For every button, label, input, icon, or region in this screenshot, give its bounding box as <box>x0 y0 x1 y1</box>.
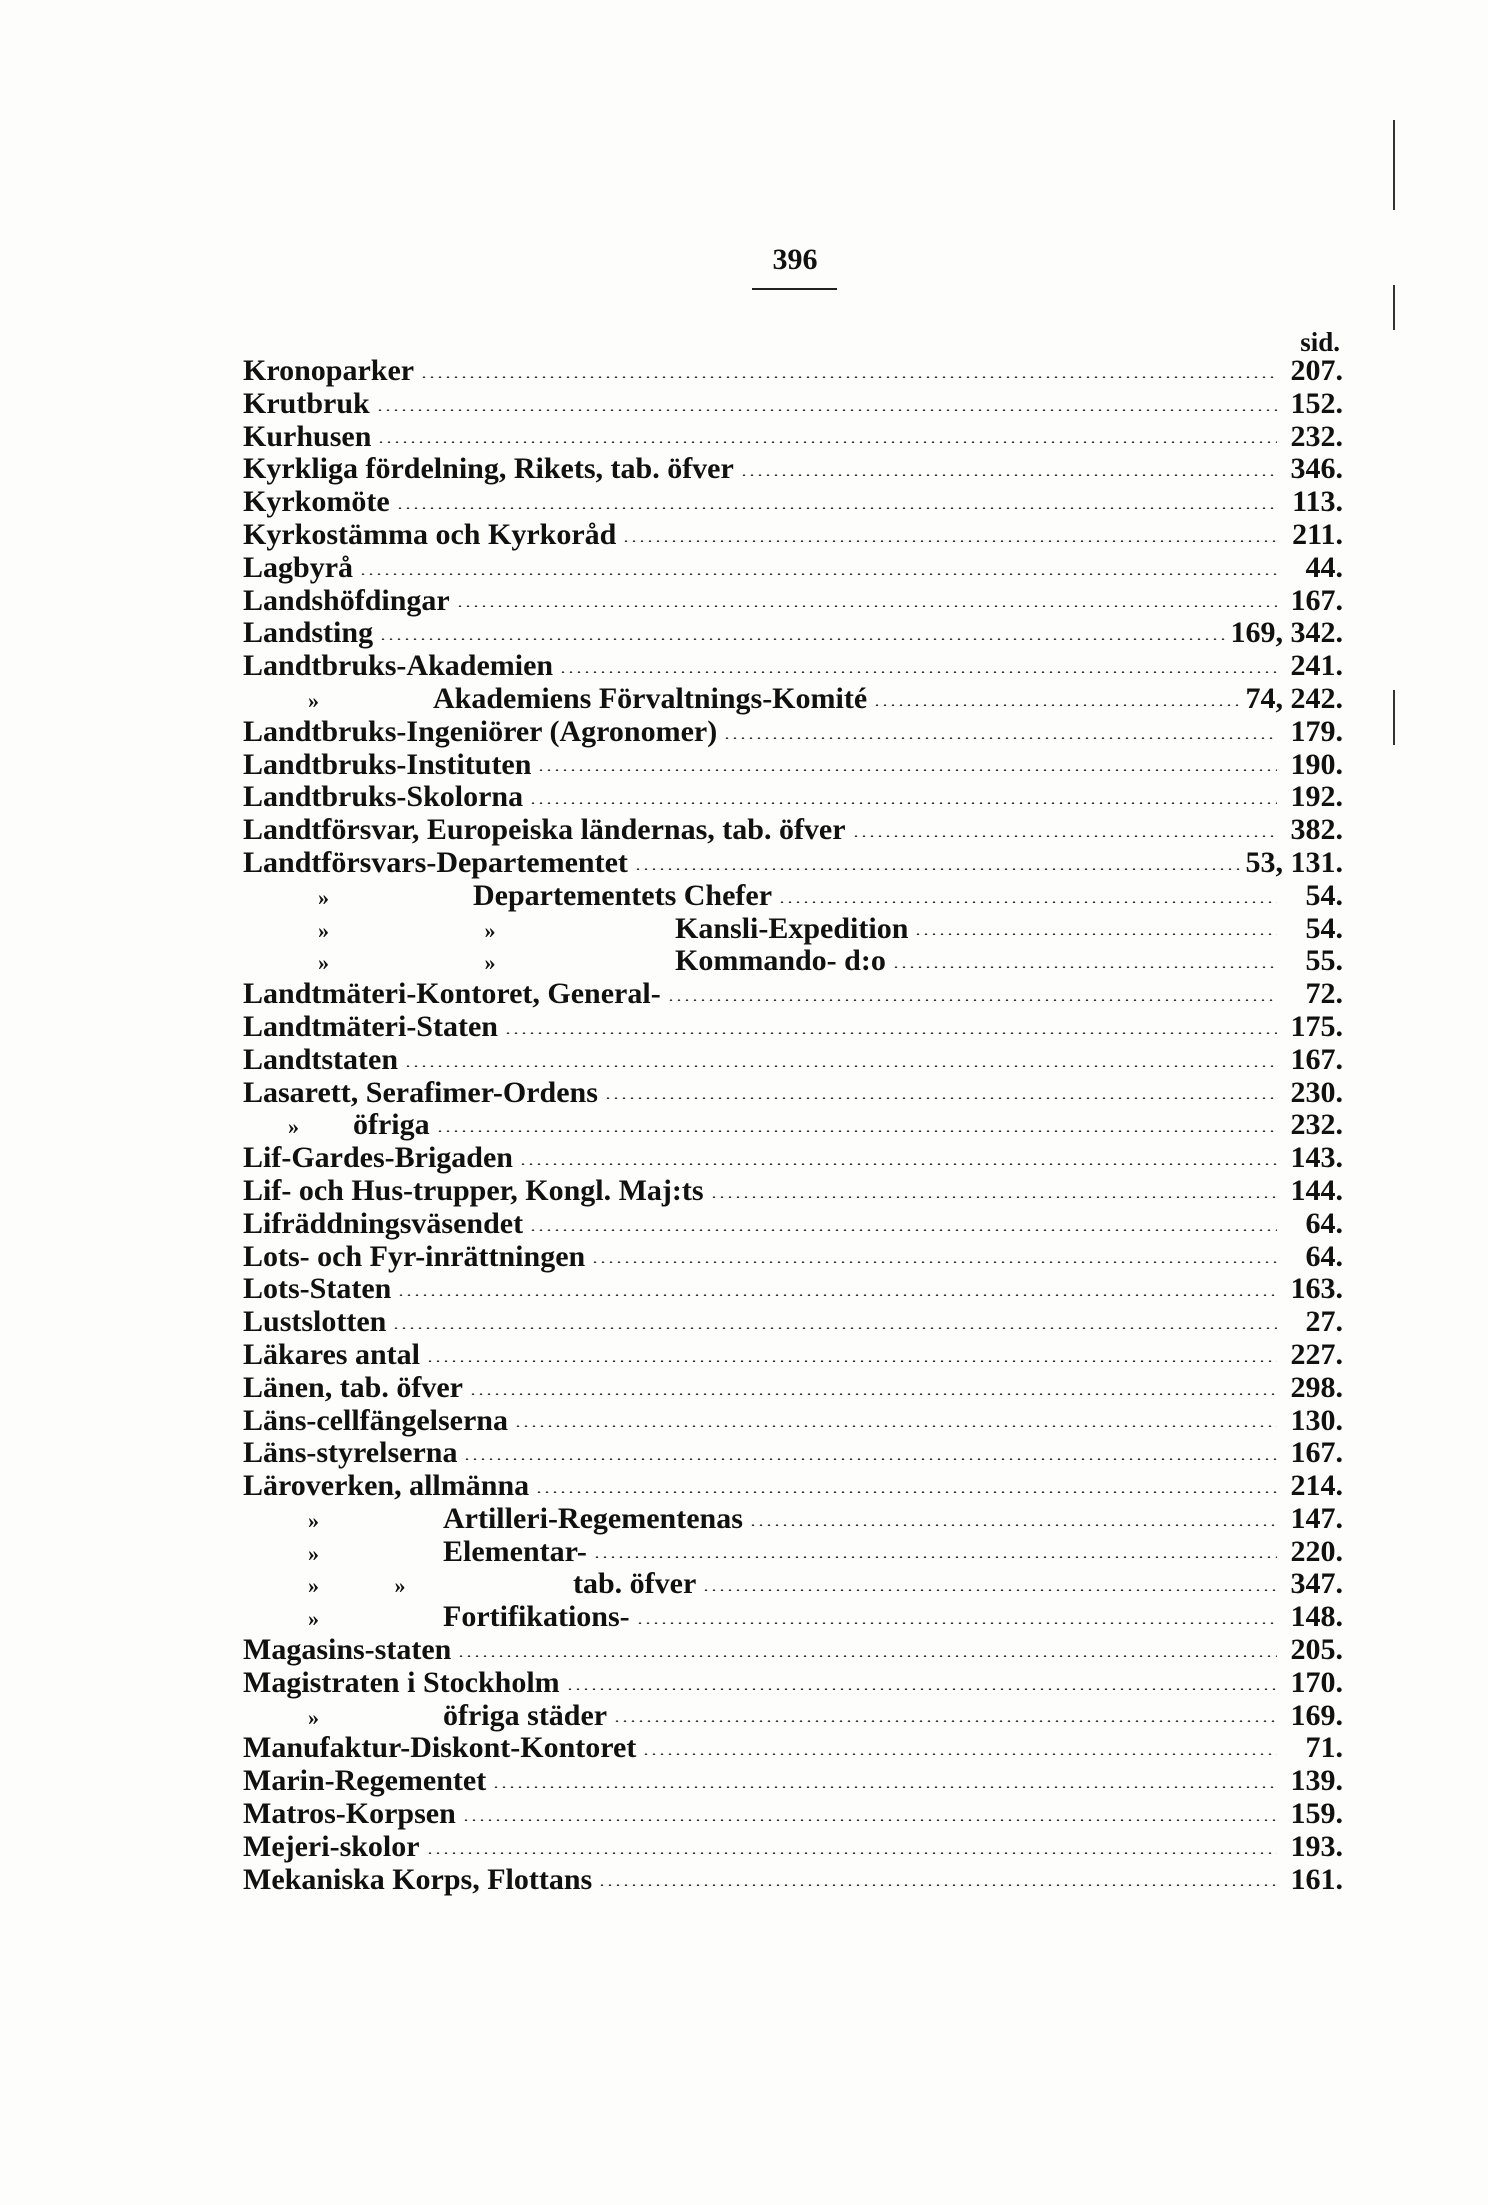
dot-leader <box>535 1491 1277 1493</box>
dot-leader <box>462 1819 1277 1821</box>
dot-leader <box>396 507 1277 509</box>
entry-page-ref: 190. <box>1290 747 1343 781</box>
dot-leader <box>379 638 1224 640</box>
entry-label: Lif- och Hus-trupper, Kongl. Maj:ts <box>243 1173 704 1207</box>
index-entry <box>243 519 1343 552</box>
entry-page-ref: 53, 131. <box>1245 845 1343 879</box>
ditto-mark: » <box>308 1507 319 1533</box>
dot-leader <box>636 1622 1277 1624</box>
entry-label: Landtförsvars-Departementet <box>243 845 628 879</box>
index-entry <box>243 1568 1343 1601</box>
index-entry <box>243 1667 1343 1700</box>
entry-label: Artilleri-Regementenas <box>443 1501 743 1535</box>
page-number: 396 <box>772 243 818 276</box>
index-entry <box>243 1536 1343 1569</box>
index-entry <box>243 650 1343 683</box>
index-entry <box>243 1765 1343 1798</box>
index-entry <box>243 781 1343 814</box>
entry-page-ref: 167. <box>1290 583 1343 617</box>
index-entry <box>243 1208 1343 1241</box>
entry-label: Kansli-Expedition <box>675 911 909 945</box>
entry-label: Lots-Staten <box>243 1272 392 1306</box>
entry-label: Läroverken, allmänna <box>243 1469 530 1503</box>
entry-label: Landsting <box>243 616 374 650</box>
entry-page-ref: 71. <box>1305 1731 1343 1765</box>
entry-label: Landtmäteri-Kontoret, General- <box>243 977 661 1011</box>
dot-leader <box>376 409 1277 411</box>
entry-label: Manufaktur-Diskont-Kontoret <box>243 1731 637 1765</box>
entry-label: Fortifikations- <box>443 1600 630 1634</box>
margin-line-mid <box>1393 285 1395 330</box>
dot-leader <box>710 1196 1277 1198</box>
index-entry <box>243 1732 1343 1765</box>
index-entry <box>243 1339 1343 1372</box>
dot-leader <box>593 1556 1277 1558</box>
index-entry <box>243 1634 1343 1667</box>
index-entry <box>243 388 1343 421</box>
dot-leader <box>504 1032 1277 1034</box>
entry-page-ref: 54. <box>1305 911 1343 945</box>
index-entry <box>243 617 1343 650</box>
dot-leader <box>667 999 1277 1001</box>
entry-label: Lifräddningsväsendet <box>243 1206 524 1240</box>
index-list <box>243 355 1343 1896</box>
entry-page-ref: 54. <box>1305 878 1343 912</box>
entry-label: Mejeri-skolor <box>243 1829 420 1863</box>
entry-page-ref: 193. <box>1290 1829 1343 1863</box>
index-entry <box>243 1306 1343 1339</box>
entry-label: Lustslotten <box>243 1305 387 1339</box>
index-entry <box>243 1175 1343 1208</box>
entry-page-ref: 144. <box>1290 1173 1343 1207</box>
entry-label: Mekaniska Korps, Flottans <box>243 1862 593 1896</box>
dot-leader <box>598 1884 1277 1886</box>
dot-leader <box>642 1753 1277 1755</box>
entry-label: Matros-Korpsen <box>243 1797 456 1831</box>
dot-leader <box>514 1425 1277 1427</box>
entry-label: Landtmäteri-Staten <box>243 1009 498 1043</box>
entry-label: Läns-cellfängelserna <box>243 1403 508 1437</box>
entry-page-ref: 147. <box>1290 1501 1343 1535</box>
dot-leader <box>740 474 1277 476</box>
entry-label: Länen, tab. öfver <box>243 1370 463 1404</box>
entry-label: Landshöfdingar <box>243 583 450 617</box>
dot-leader <box>456 605 1277 607</box>
entry-page-ref: 64. <box>1305 1239 1343 1273</box>
index-entry <box>243 749 1343 782</box>
entry-label: Kommando- d:o <box>675 944 886 978</box>
dot-leader <box>359 573 1277 575</box>
entry-label: Landtbruks-Instituten <box>243 747 532 781</box>
index-entry <box>243 847 1343 880</box>
entry-label: Landtbruks-Akademien <box>243 649 554 683</box>
index-entry <box>243 1831 1343 1864</box>
dot-leader <box>404 1065 1277 1067</box>
margin-line-lower <box>1393 690 1395 745</box>
dot-leader <box>377 441 1277 443</box>
index-entry <box>243 355 1343 388</box>
dot-leader <box>604 1097 1277 1099</box>
index-entry <box>243 814 1343 847</box>
index-entry <box>243 1503 1343 1536</box>
index-entry <box>243 486 1343 519</box>
index-entry <box>243 453 1343 486</box>
entry-label: Krutbruk <box>243 386 370 420</box>
page-column-label: sid. <box>1300 327 1340 357</box>
index-entry <box>243 683 1343 716</box>
entry-page-ref: 72. <box>1305 977 1343 1011</box>
ditto-mark: » » <box>318 950 496 976</box>
entry-label: Kronoparker <box>243 354 415 387</box>
index-entry <box>243 1798 1343 1831</box>
entry-page-ref: 167. <box>1290 1042 1343 1076</box>
entry-page-ref: 163. <box>1290 1272 1343 1306</box>
index-entry <box>243 913 1343 946</box>
entry-page-ref: 214. <box>1290 1469 1343 1503</box>
index-entry <box>243 945 1343 978</box>
entry-label: Läns-styrelserna <box>243 1436 458 1470</box>
entry-label: Lasarett, Serafimer-Ordens <box>243 1075 598 1109</box>
entry-label: Läkares antal <box>243 1337 420 1371</box>
entry-label: Magistraten i Stockholm <box>243 1665 560 1699</box>
dot-leader <box>873 704 1239 706</box>
dot-leader <box>420 376 1277 378</box>
entry-label: öfriga <box>353 1108 430 1142</box>
ditto-mark: » <box>308 1606 319 1632</box>
dot-leader <box>492 1786 1277 1788</box>
entry-label: Lif-Gardes-Brigaden <box>243 1141 513 1175</box>
entry-page-ref: 211. <box>1292 517 1343 551</box>
dot-leader <box>559 671 1277 673</box>
dot-leader <box>463 1458 1277 1460</box>
entry-page-ref: 148. <box>1290 1600 1343 1634</box>
entry-page-ref: 179. <box>1290 714 1343 748</box>
dot-leader <box>914 933 1277 935</box>
index-entry <box>243 1109 1343 1142</box>
ditto-mark: » <box>308 1540 319 1566</box>
entry-page-ref: 382. <box>1290 813 1343 847</box>
dot-leader <box>778 901 1277 903</box>
entry-page-ref: 192. <box>1290 780 1343 814</box>
entry-page-ref: 27. <box>1305 1305 1343 1339</box>
entry-page-ref: 167. <box>1290 1436 1343 1470</box>
index-entry <box>243 1405 1343 1438</box>
ditto-mark: » <box>318 884 329 910</box>
dot-leader <box>723 737 1277 739</box>
index-entry <box>243 421 1343 454</box>
index-entry <box>243 716 1343 749</box>
entry-label: öfriga städer <box>443 1698 608 1732</box>
entry-page-ref: 230. <box>1290 1075 1343 1109</box>
entry-page-ref: 227. <box>1290 1337 1343 1371</box>
index-entry <box>243 1601 1343 1634</box>
dot-leader <box>519 1163 1277 1165</box>
entry-page-ref: 205. <box>1290 1633 1343 1667</box>
dot-leader <box>749 1524 1277 1526</box>
entry-label: Departementets Chefer <box>473 878 773 912</box>
index-entry <box>243 1011 1343 1044</box>
entry-label: tab. öfver <box>573 1567 697 1601</box>
dot-leader <box>397 1294 1277 1296</box>
page-number-rule <box>752 288 837 290</box>
dot-leader <box>529 1229 1277 1231</box>
entry-label: Kyrkostämma och Kyrkoråd <box>243 517 617 551</box>
ditto-mark: » » <box>318 917 496 943</box>
ditto-mark: » » <box>308 1573 406 1599</box>
entry-page-ref: 232. <box>1290 419 1343 453</box>
entry-label: Kyrkliga fördelning, Rikets, tab. öfver <box>243 452 734 486</box>
index-entry <box>243 978 1343 1011</box>
entry-page-ref: 74, 242. <box>1245 681 1343 715</box>
dot-leader <box>566 1688 1277 1690</box>
entry-page-ref: 346. <box>1290 452 1343 486</box>
entry-label: Landtbruks-Ingeniörer (Agronomer) <box>243 714 718 748</box>
entry-label: Elementar- <box>443 1534 587 1568</box>
entry-page-ref: 347. <box>1290 1567 1343 1601</box>
dot-leader <box>537 769 1277 771</box>
entry-label: Landtbruks-Skolorna <box>243 780 524 814</box>
entry-label: Lots- och Fyr-inrättningen <box>243 1239 586 1273</box>
dot-leader <box>457 1655 1277 1657</box>
entry-page-ref: 232. <box>1290 1108 1343 1142</box>
index-entry <box>243 1241 1343 1274</box>
index-entry <box>243 552 1343 585</box>
index-entry <box>243 1437 1343 1470</box>
entry-page-ref: 169. <box>1290 1698 1343 1732</box>
ditto-mark: » <box>288 1114 299 1140</box>
entry-page-ref: 175. <box>1290 1009 1343 1043</box>
dot-leader <box>852 835 1277 837</box>
index-entry <box>243 585 1343 618</box>
dot-leader <box>426 1852 1277 1854</box>
entry-label: Akademiens Förvaltnings-Komité <box>433 681 868 715</box>
entry-page-ref: 169, 342. <box>1230 616 1343 650</box>
entry-page-ref: 44. <box>1305 550 1343 584</box>
entry-page-ref: 64. <box>1305 1206 1343 1240</box>
index-entry <box>243 1273 1343 1306</box>
dot-leader <box>436 1130 1277 1132</box>
dot-leader <box>702 1589 1277 1591</box>
dot-leader <box>622 540 1277 542</box>
entry-page-ref: 170. <box>1290 1665 1343 1699</box>
entry-page-ref: 139. <box>1290 1764 1343 1798</box>
index-entry <box>243 1700 1343 1733</box>
ditto-mark: » <box>308 1704 319 1730</box>
ditto-mark: » <box>308 687 319 713</box>
entry-page-ref: 298. <box>1290 1370 1343 1404</box>
entry-label: Landtstaten <box>243 1042 399 1076</box>
margin-line-top <box>1393 120 1395 210</box>
entry-label: Marin-Regementet <box>243 1764 487 1798</box>
index-entry <box>243 1044 1343 1077</box>
entry-page-ref: 159. <box>1290 1797 1343 1831</box>
index-entry <box>243 880 1343 913</box>
index-entry <box>243 1372 1343 1405</box>
dot-leader <box>529 802 1277 804</box>
dot-leader <box>469 1393 1277 1395</box>
entry-label: Lagbyrå <box>243 550 354 584</box>
index-entry <box>243 1864 1343 1897</box>
entry-page-ref: 55. <box>1305 944 1343 978</box>
dot-leader <box>613 1720 1277 1722</box>
entry-page-ref: 207. <box>1290 354 1343 387</box>
entry-page-ref: 113. <box>1292 485 1343 519</box>
dot-leader <box>426 1360 1277 1362</box>
dot-leader <box>591 1261 1277 1263</box>
entry-label: Kurhusen <box>243 419 372 453</box>
entry-label: Magasins-staten <box>243 1633 452 1667</box>
entry-page-ref: 143. <box>1290 1141 1343 1175</box>
entry-page-ref: 130. <box>1290 1403 1343 1437</box>
entry-page-ref: 241. <box>1290 649 1343 683</box>
entry-label: Kyrkomöte <box>243 485 390 519</box>
index-entry <box>243 1142 1343 1175</box>
dot-leader <box>634 868 1240 870</box>
entry-page-ref: 152. <box>1290 386 1343 420</box>
entry-page-ref: 161. <box>1290 1862 1343 1896</box>
index-entry <box>243 1470 1343 1503</box>
dot-leader <box>392 1327 1277 1329</box>
entry-page-ref: 220. <box>1290 1534 1343 1568</box>
entry-label: Landtförsvar, Europeiska ländernas, tab. öfver <box>243 813 846 847</box>
index-entry <box>243 1077 1343 1110</box>
dot-leader <box>892 966 1277 968</box>
